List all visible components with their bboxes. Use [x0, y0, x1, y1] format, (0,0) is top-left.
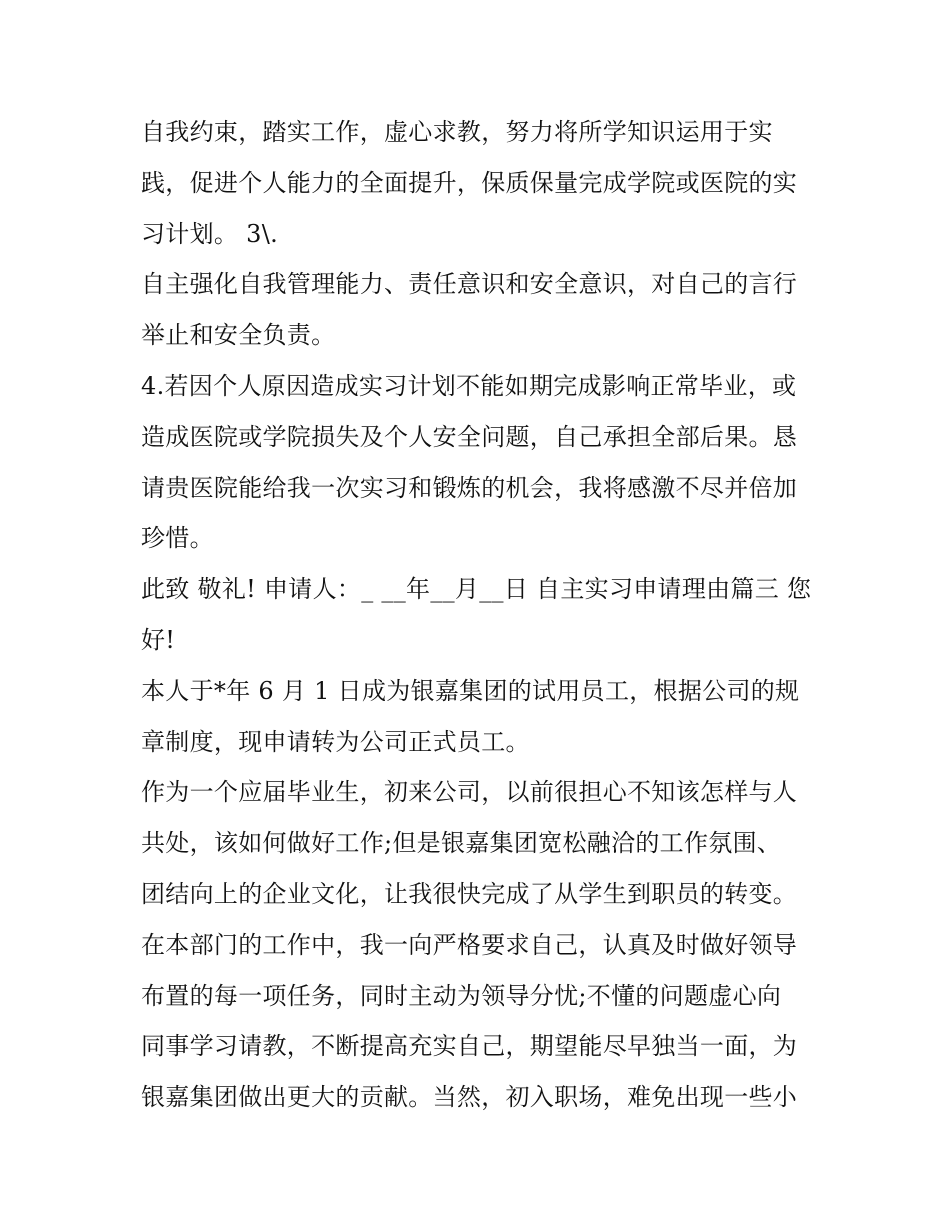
text-line: 本人于*年 6 月 1 日成为银嘉集团的试用员工，根据公司的规 [141, 676, 800, 705]
text-line: 共处，该如何做好工作;但是银嘉集团宽松融洽的工作氛围、 [141, 829, 782, 858]
text-line: 造成医院或学院损失及个人安全问题，自己承担全部后果。恳 [141, 422, 798, 451]
document-body [141, 107, 821, 1123]
text-line: 在本部门的工作中，我一向严格要求自己，认真及时做好领导 [141, 930, 798, 959]
text-line: 自主强化自我管理能力、责任意识和安全意识，对自己的言行 [141, 270, 798, 299]
text-line: 作为一个应届毕业生，初来公司，以前很担心不知该怎样与人 [141, 778, 798, 807]
text-line: 举止和安全负责。 [141, 321, 336, 350]
text-line: 请贵医院能给我一次实习和锻炼的机会，我将感激不尽并倍加 [141, 473, 798, 502]
text-line: 同事学习请教，不断提高充实自己，期望能尽早独当一面，为 [141, 1032, 798, 1061]
text-line: 银嘉集团做出更大的贡献。当然，初入职场，难免出现一些小 [141, 1083, 798, 1112]
text-line: 章制度，现申请转为公司正式员工。 [141, 727, 530, 756]
text-line: 践，促进个人能力的全面提升，保质保量完成学院或医院的实 [141, 168, 798, 197]
text-line: 好! [141, 625, 176, 654]
text-line: 珍惜。 [141, 524, 214, 553]
text-line: 团结向上的企业文化，让我很快完成了从学生到职员的转变。 [141, 879, 798, 908]
text-line: 自我约束，踏实工作，虚心求教，努力将所学知识运用于实 [141, 118, 773, 146]
text-line: 此致 敬礼! 申请人：_ __年__月__日 自主实习申请理由篇三 您 [141, 575, 812, 604]
text-line: 布置的每一项任务，同时主动为领导分忧;不懂的问题虚心向 [141, 981, 782, 1010]
text-line: 4.若因个人原因造成实习计划不能如期完成影响正常毕业，或 [141, 371, 797, 400]
text-line: 习计划。 3\. [141, 219, 279, 248]
